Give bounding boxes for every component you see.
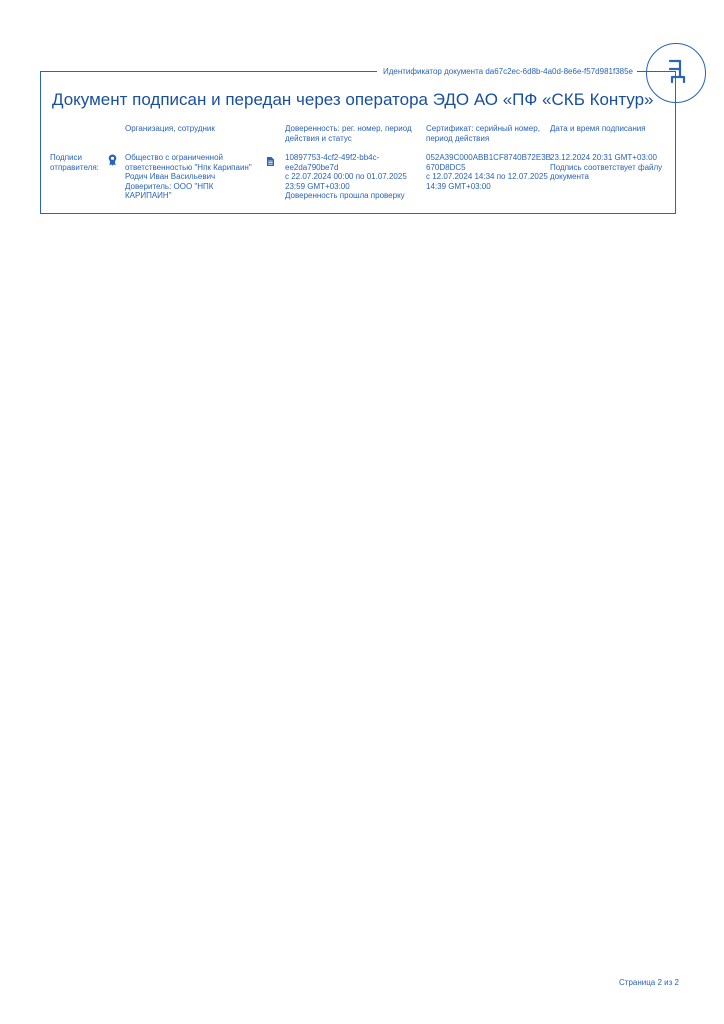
certificate-seal-icon [108,153,117,171]
row-label: Подписи отправителя: [50,153,99,172]
header-certificate: Сертификат: серийный номер, период действия [426,124,540,143]
signing-date-info: 23.12.2024 20:31 GMT+03:00 Подпись соответствует файлу документа [550,153,663,181]
stamp-title: Документ подписан и передан через оператора ЭДО АО «ПФ «СКБ Контур» [52,90,654,109]
header-power-of-attorney: Доверенность: рег. номер, период действия и статус [285,124,412,143]
document-icon [267,153,274,171]
power-of-attorney-info: 10897753-4cf2-49f2-bb4c- ee2da790be7d с 22.07.2024 00:00 по 01.07.2025 23:59 GMT+03:00 Доверенность прошла проверку [285,153,407,200]
certificate-info: 052A39C000ABB1CF8740B72E3B 670D8DC5 с 12.07.2024 14:34 по 12.07.2025 14:39 GMT+03:00 [426,153,551,191]
signer-organization: Общество с ограниченной ответственностью "Нпк Карипаин" Родич Иван Васильевич Доверитель: ООО "НПК КАРИПАИН" [125,153,252,200]
header-organization: Организация, сотрудник [125,124,215,133]
signature-stamp [40,67,676,214]
header-signing-date: Дата и время подписания [550,124,646,133]
page-number: Страница 2 из 2 [619,978,679,987]
document-id: Идентификатор документа da67c2ec-6d8b-4a0d-8e6e-f57d981f385e [377,66,637,77]
